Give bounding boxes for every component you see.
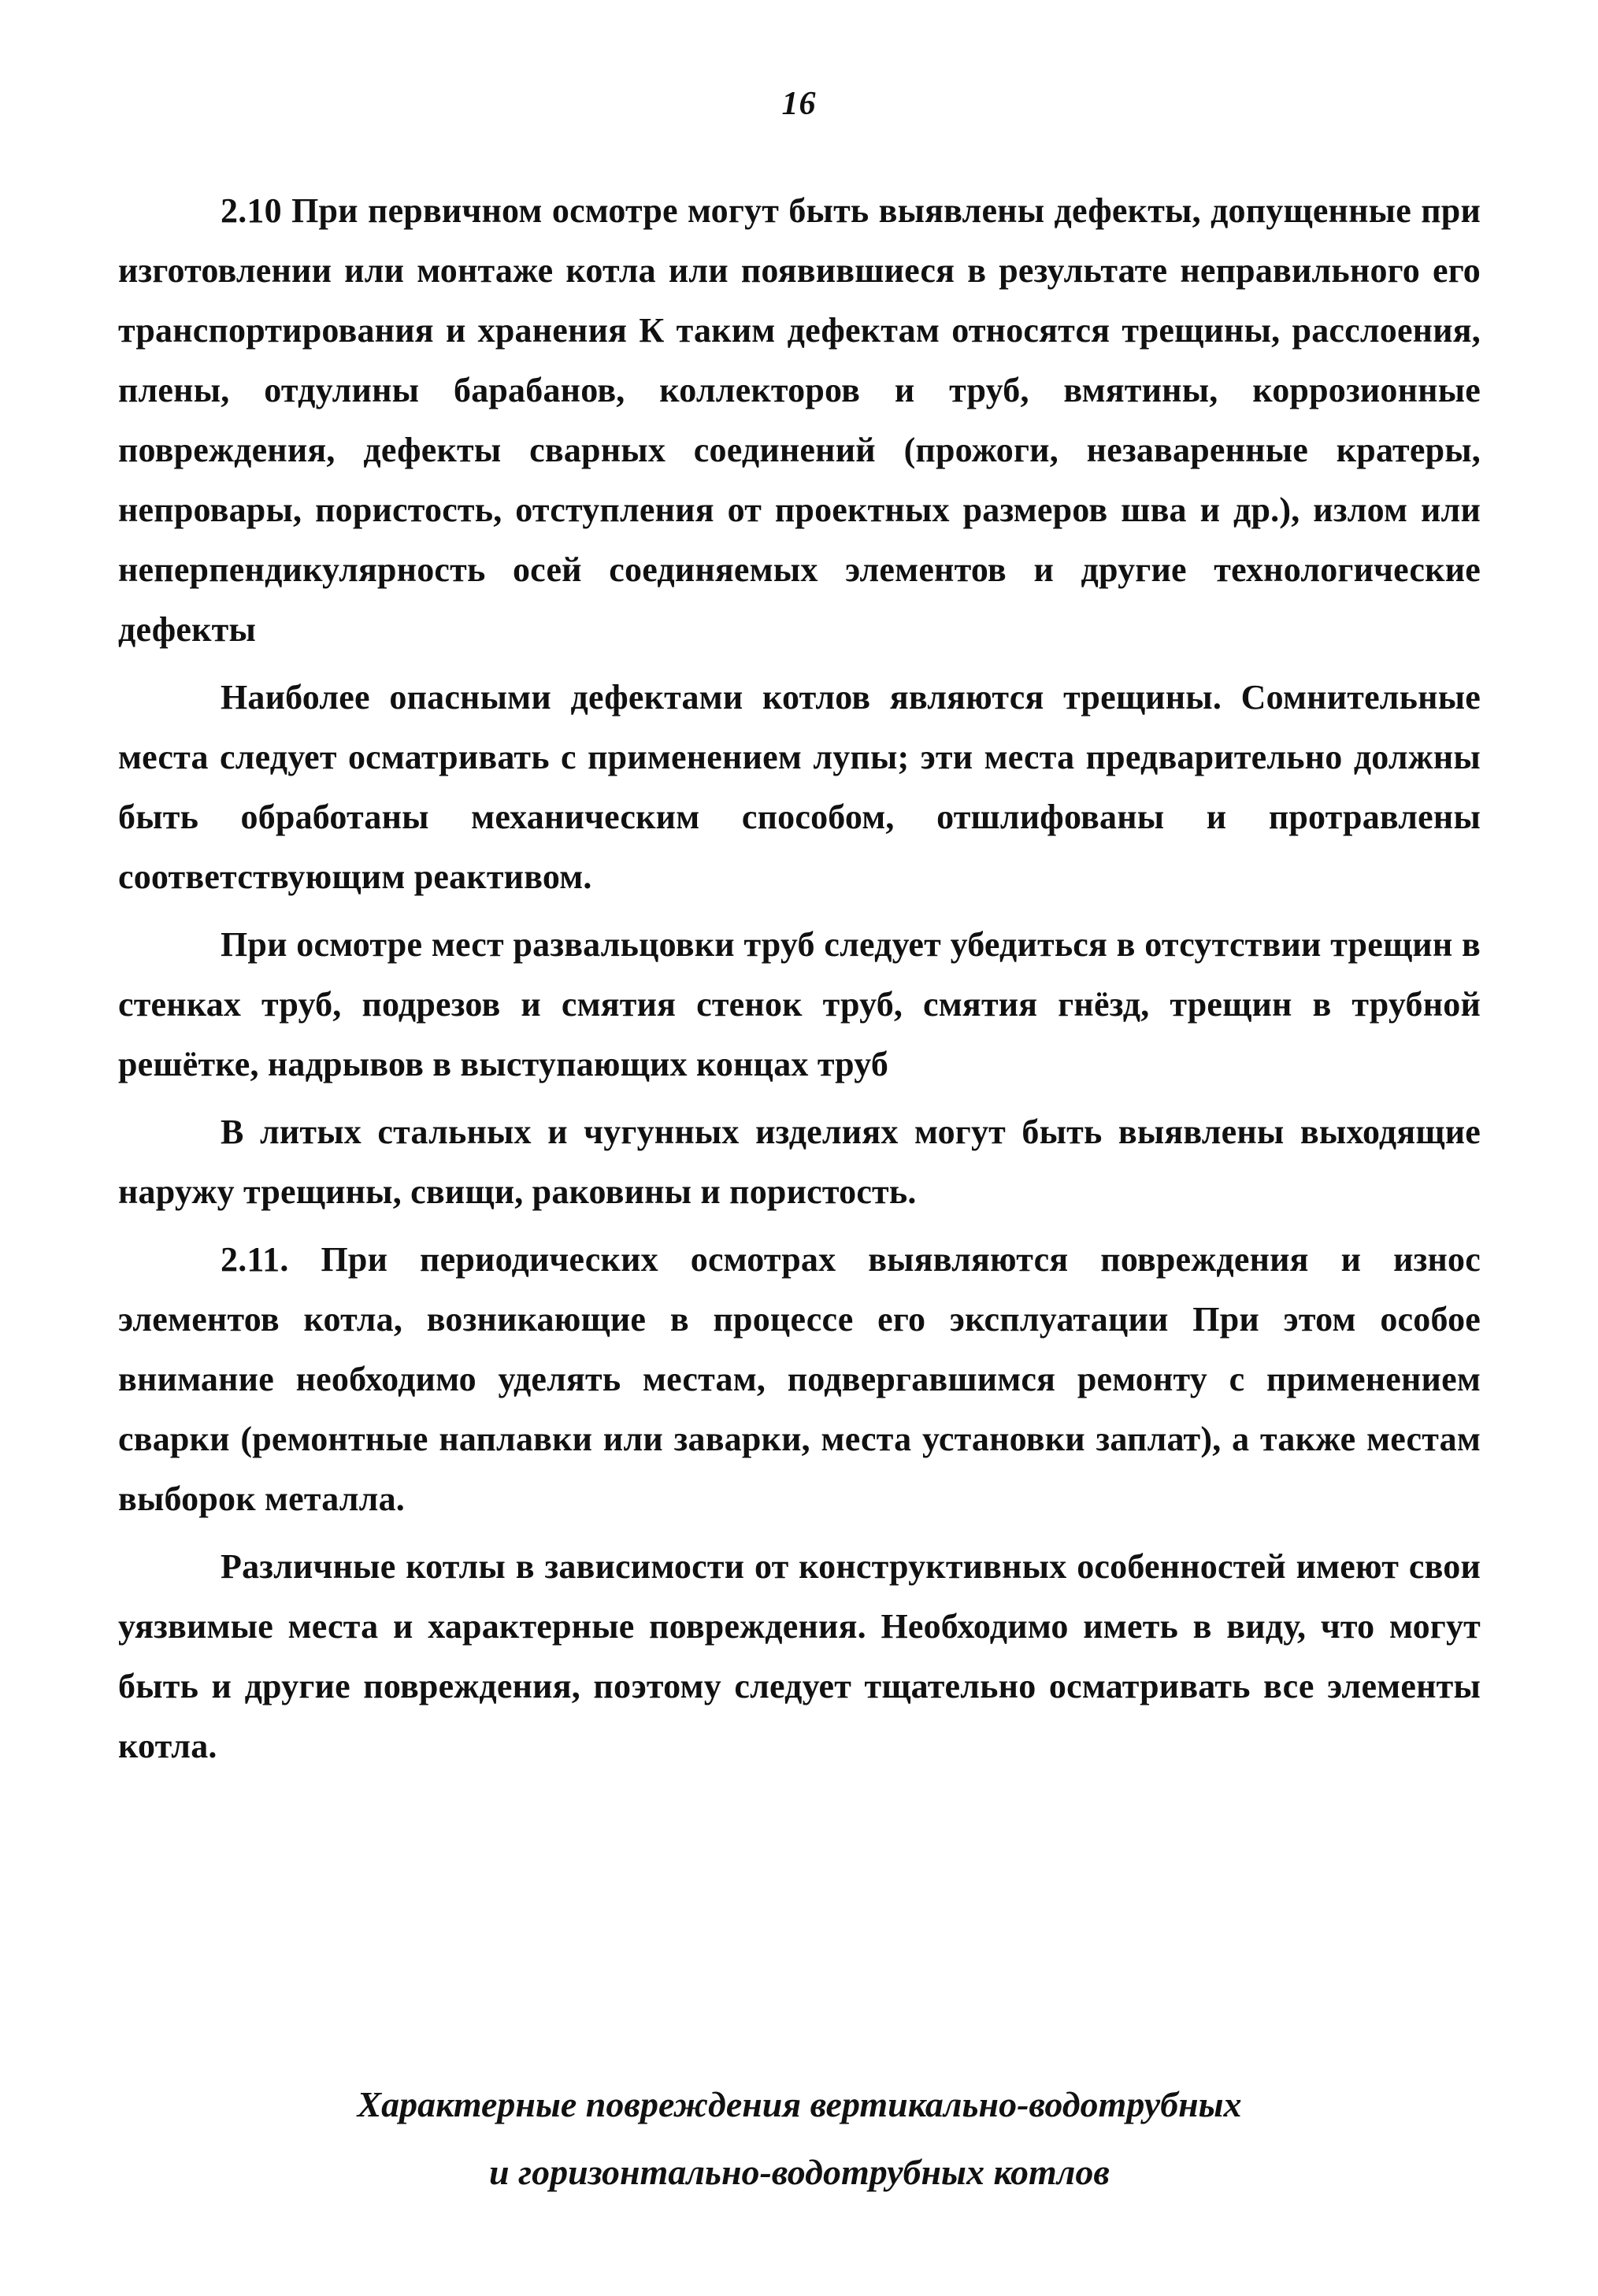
paragraph-cast-products: В литых стальных и чугунных изделиях могут быть выявлены выходящие наружу трещины, свищи, раковины и пористость. — [118, 1113, 1481, 1211]
section-heading — [118, 2071, 1481, 2206]
paragraph-2-11: 2.11. При периодических осмотрах выявляются повреждения и износ элементов котла, возникающие в процессе его эксплуатации При этом особое внимание необходимо уделять местам, подвергавшимся ремонту с применением сварки (ремонтные наплавки или заварки, места установки заплат), а также местам выборок металла. — [118, 1240, 1481, 1518]
paragraph-boiler-vulnerabilities: Различные котлы в зависимости от конструктивных особенностей имеют свои уязвимые места и характерные повреждения. Необходимо иметь в виду, что могут быть и другие повреждения, поэтому следует тщательно осматривать все элементы котла. — [118, 1547, 1481, 1765]
section-heading-line-1: Характерные повреждения вертикально-водотрубных — [357, 2084, 1242, 2124]
body-text — [118, 181, 1481, 1779]
page-number: 16 — [781, 86, 817, 122]
paragraph-dangerous-defects: Наиболее опасными дефектами котлов являются трещины. Сомнительные места следует осматривать с применением лупы; эти места предварительно должны быть обработаны механическим способом, отшлифованы и протравлены соответствующим реактивом. — [118, 678, 1481, 896]
paragraph-flaring-inspection: При осмотре мест развальцовки труб следует убедиться в отсутствии трещин в стенках труб, подрезов и смятия стенок труб, смятия гнёзд, трещин в трубной решётке, надрывов в выступающих концах труб — [118, 925, 1481, 1083]
paragraph-2-10: 2.10 При первичном осмотре могут быть выявлены дефекты, допущенные при изготовлении или монтаже котла или появившиеся в результате неправильного его транспортирования и хранения К таким дефектам относятся трещины, расслоения, плены, отдулины барабанов, коллекторов и труб, вмятины, коррозионные повреждения, дефекты сварных соединений (прожоги, незаваренные кратеры, непровары, пористость, отступления от проектных размеров шва и др.), излом или неперпендикулярность осей соединяемых элементов и другие технологические дефекты — [118, 191, 1481, 649]
section-heading-line-2: и горизонтально-водотрубных котлов — [489, 2152, 1110, 2192]
